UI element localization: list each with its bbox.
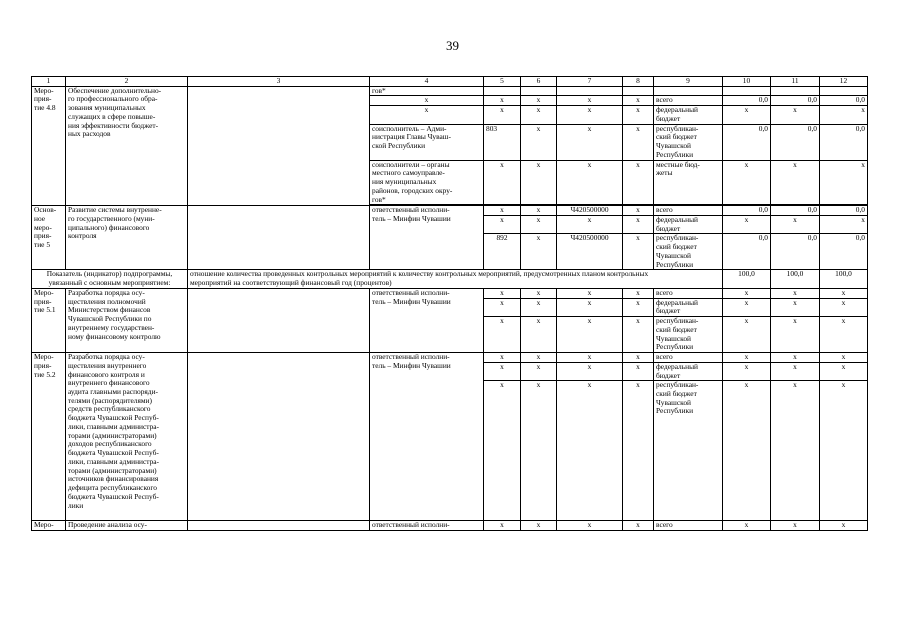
section-cell: x — [521, 234, 557, 270]
grbs-cell: x — [484, 288, 521, 298]
table-row — [32, 288, 868, 298]
target-code-cell: x — [557, 298, 623, 316]
column-number: 6 — [521, 77, 557, 87]
amount-cell: x — [820, 381, 868, 521]
amount-cell: 0,0 — [820, 206, 868, 216]
amount-cell: x — [771, 381, 820, 521]
table-row — [32, 353, 868, 363]
expense-type-cell: x — [623, 288, 654, 298]
amount-cell: 0,0 — [723, 96, 771, 106]
empty-cell — [188, 353, 370, 521]
page-number: 39 — [446, 38, 459, 53]
column-numbers-row — [32, 77, 868, 87]
funding-source-cell: федеральный бюджет — [654, 216, 723, 234]
funding-source-cell: федеральный бюджет — [654, 362, 723, 380]
target-code-cell: x — [557, 362, 623, 380]
section-cell: x — [521, 298, 557, 316]
target-code-cell: x — [557, 106, 623, 124]
amount-cell: x — [820, 317, 868, 353]
section-cell: x — [521, 317, 557, 353]
section-cell: x — [521, 160, 557, 205]
empty-cell — [188, 521, 370, 531]
amount-cell: 0,0 — [723, 206, 771, 216]
empty-cell — [188, 288, 370, 352]
executor-cell: соисполнитель – Адми- нистрация Главы Чуваш- ской Республики — [370, 124, 484, 160]
amount-cell: 0,0 — [820, 234, 868, 270]
funding-source-cell: местные бюд- жеты — [654, 160, 723, 205]
section-cell: x — [521, 381, 557, 521]
amount-cell: x — [820, 298, 868, 316]
amount-cell: x — [723, 317, 771, 353]
expense-type-cell: x — [623, 298, 654, 316]
target-code-cell: x — [557, 317, 623, 353]
grbs-cell: x — [484, 362, 521, 380]
column-number: 7 — [557, 77, 623, 87]
column-number: 10 — [723, 77, 771, 87]
column-number: 4 — [370, 77, 484, 87]
table-row — [32, 521, 868, 531]
grbs-cell: x — [484, 521, 521, 531]
program-table — [31, 76, 868, 531]
grbs-cell: x — [484, 206, 521, 216]
funding-source-cell: всего — [654, 206, 723, 216]
grbs-cell: x — [484, 106, 521, 124]
amount-cell: x — [723, 521, 771, 531]
measure-title: Проведение анализа осу- — [66, 521, 188, 531]
measure-title: Развитие системы внутренне- го государственного (муни- ципального) финансового контроля — [66, 206, 188, 270]
amount-cell: x — [771, 353, 820, 363]
funding-source-cell: республикан- ский бюджет Чувашской Республики — [654, 234, 723, 270]
expense-type-cell: x — [623, 521, 654, 531]
section-cell: x — [521, 96, 557, 106]
amount-cell: x — [723, 381, 771, 521]
amount-cell: 0,0 — [771, 206, 820, 216]
expense-type-cell: x — [623, 317, 654, 353]
indicator-value: 100,0 — [771, 270, 820, 288]
column-number: 11 — [771, 77, 820, 87]
section-cell: x — [521, 353, 557, 363]
expense-type-cell: x — [623, 381, 654, 521]
amount-cell: x — [771, 160, 820, 205]
amount-cell: x — [820, 521, 868, 531]
amount-cell: x — [820, 362, 868, 380]
column-number: 1 — [32, 77, 66, 87]
amount-cell: x — [820, 216, 868, 234]
empty-cell — [188, 206, 370, 270]
measure-title: Обеспечение дополнительно- го профессионального обра- зования муниципальных служащих в сфере повыше- ния эффективности бюджет- ных расходов — [66, 86, 188, 206]
amount-cell: x — [820, 160, 868, 205]
executor-cell: ответственный исполни- — [370, 521, 484, 531]
expense-type-cell: x — [623, 206, 654, 216]
indicator-value: 100,0 — [820, 270, 868, 288]
target-code-cell: x — [557, 381, 623, 521]
expense-type-cell: x — [623, 362, 654, 380]
executor-cell: ответственный исполни- тель – Минфин Чувашии — [370, 206, 484, 270]
column-number: 3 — [188, 77, 370, 87]
amount-cell: x — [771, 317, 820, 353]
funding-source-cell: всего — [654, 521, 723, 531]
grbs-cell: x — [484, 381, 521, 521]
empty-cell — [188, 86, 370, 206]
amount-cell: x — [723, 353, 771, 363]
indicator-text: отношение количества проведенных контрольных мероприятий к количеству контрольных мероприятий, предусмотренных планом контрольных мероприятий на соответствующий финансовый год (процентов) — [188, 270, 723, 288]
funding-source-cell: всего — [654, 353, 723, 363]
column-number: 9 — [654, 77, 723, 87]
expense-type-cell: x — [623, 96, 654, 106]
amount-cell: x — [723, 298, 771, 316]
funding-source-cell: всего — [654, 96, 723, 106]
indicator-value: 100,0 — [723, 270, 771, 288]
amount-cell: 0,0 — [771, 96, 820, 106]
amount-cell: 0,0 — [723, 124, 771, 160]
funding-source-cell: всего — [654, 288, 723, 298]
expense-type-cell: x — [623, 160, 654, 205]
amount-cell: x — [820, 288, 868, 298]
amount-cell: x — [771, 298, 820, 316]
grbs-cell: x — [484, 160, 521, 205]
grbs-cell: x — [484, 298, 521, 316]
expense-type-cell: x — [623, 353, 654, 363]
executor-cell: ответственный исполни- тель – Минфин Чувашии — [370, 288, 484, 352]
amount-cell: x — [771, 106, 820, 124]
amount-cell: 0,0 — [723, 234, 771, 270]
amount-cell: x — [723, 362, 771, 380]
measure-label: Меро- — [32, 521, 66, 531]
grbs-cell: x — [484, 317, 521, 353]
section-cell: x — [521, 206, 557, 216]
funding-source-cell: республикан- ский бюджет Чувашской Республики — [654, 317, 723, 353]
amount-cell: x — [820, 353, 868, 363]
executor-cell: гов* — [370, 86, 484, 96]
executor-cell: x — [370, 96, 484, 106]
grbs-cell: x — [484, 96, 521, 106]
column-number: 5 — [484, 77, 521, 87]
expense-type-cell: x — [623, 124, 654, 160]
amount-cell: x — [771, 362, 820, 380]
amount-cell: 0,0 — [820, 124, 868, 160]
executor-cell: x — [370, 106, 484, 124]
amount-cell: 0,0 — [771, 234, 820, 270]
amount-cell: x — [723, 106, 771, 124]
funding-source-cell: республикан- ский бюджет Чувашской Республики — [654, 124, 723, 160]
measure-title: Разработка порядка осу- ществления внутреннего финансового контроля и внутреннего финансового аудита главными распоряди- телями (распорядителями) средств республиканского бюджета Чувашской Респуб- лики, главными администра- торами (администраторами) доходов республиканского бюджета Чувашской Респуб- лики, главными администра- торами (администраторами) источников финансирования дефицита республиканского бюджета Чувашской Респуб- лики — [66, 353, 188, 521]
executor-cell: соисполнители – органы местного самоуправле- ния муниципальных районов, городских окру- гов* — [370, 160, 484, 205]
indicator-row — [32, 270, 868, 288]
amount-cell: x — [723, 288, 771, 298]
funding-source-cell: федеральный бюджет — [654, 298, 723, 316]
amount-cell: x — [723, 216, 771, 234]
target-code-cell: Ч420500000 — [557, 206, 623, 216]
grbs-cell: x — [484, 353, 521, 363]
measure-title: Разработка порядка осу- ществления полномочий Министерством финансов Чувашской Республики по внутреннему государствен- ному финансовому контролю — [66, 288, 188, 352]
executor-cell: ответственный исполни- тель – Минфин Чувашии — [370, 353, 484, 521]
amount-cell: 0,0 — [771, 124, 820, 160]
table-row — [32, 206, 868, 216]
funding-source-cell: федеральный бюджет — [654, 106, 723, 124]
target-code-cell: x — [557, 216, 623, 234]
expense-type-cell: x — [623, 106, 654, 124]
amount-cell: x — [771, 216, 820, 234]
target-code-cell: x — [557, 96, 623, 106]
amount-cell: x — [771, 288, 820, 298]
amount-cell: 0,0 — [820, 96, 868, 106]
section-cell: x — [521, 124, 557, 160]
measure-label: Меро- прия- тие 4.8 — [32, 86, 66, 206]
expense-type-cell: x — [623, 234, 654, 270]
target-code-cell: Ч420500000 — [557, 234, 623, 270]
target-code-cell: x — [557, 288, 623, 298]
section-cell: x — [521, 362, 557, 380]
funding-source-cell: республикан- ский бюджет Чувашской Республики — [654, 381, 723, 521]
indicator-label: Показатель (индикатор) подпрограммы, увязанный с основным мероприятием: — [32, 270, 188, 288]
column-number: 12 — [820, 77, 868, 87]
section-cell: x — [521, 216, 557, 234]
section-cell: x — [521, 521, 557, 531]
grbs-cell: x — [484, 216, 521, 234]
amount-cell: x — [771, 521, 820, 531]
measure-label: Меро- прия- тие 5.1 — [32, 288, 66, 352]
target-code-cell: x — [557, 160, 623, 205]
column-number: 8 — [623, 77, 654, 87]
section-cell: x — [521, 106, 557, 124]
measure-label: Основ- ное меро- прия- тие 5 — [32, 206, 66, 270]
column-number: 2 — [66, 77, 188, 87]
target-code-cell: x — [557, 521, 623, 531]
grbs-cell: 892 — [484, 234, 521, 270]
measure-label: Меро- прия- тие 5.2 — [32, 353, 66, 521]
grbs-cell: 803 — [484, 124, 521, 160]
target-code-cell: x — [557, 124, 623, 160]
amount-cell: x — [723, 160, 771, 205]
table-row — [32, 86, 868, 96]
section-cell: x — [521, 288, 557, 298]
target-code-cell: x — [557, 353, 623, 363]
amount-cell: x — [820, 106, 868, 124]
expense-type-cell: x — [623, 216, 654, 234]
